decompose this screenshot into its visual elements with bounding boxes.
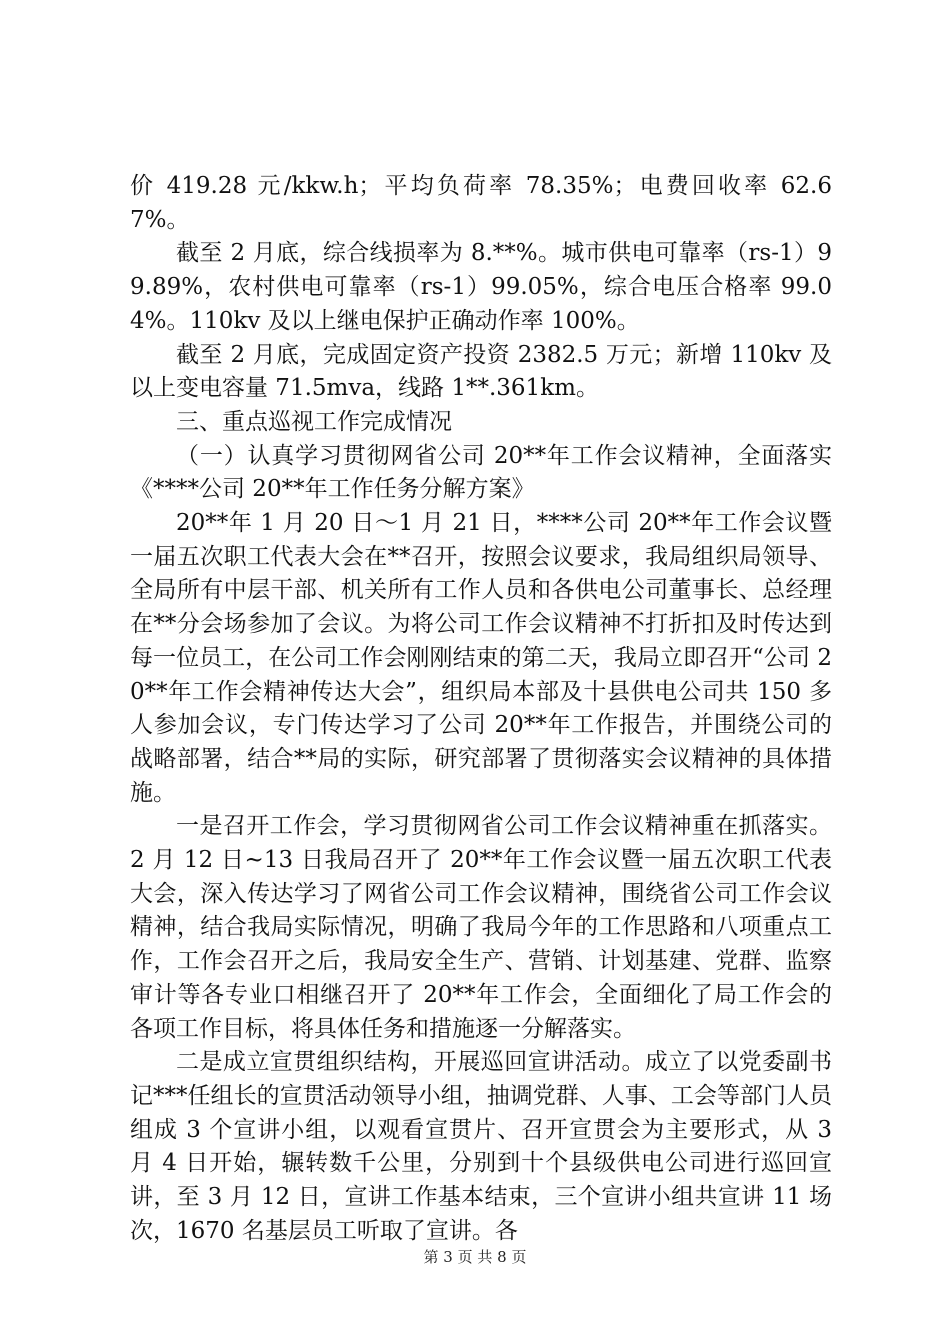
document-body — [130, 170, 832, 1249]
paragraph-point-two: 二是成立宣贯组织结构，开展巡回宣讲活动。成立了以党委副书记***任组长的宣贯活动领导小组，抽调党群、人事、工会等部门人员组成 3 个宣讲小组，以观看宣贯片、召开宣贯会为主要形式，从 3 月 4 日开始，辗转数千公里，分别到十个县级供电公司进行巡回宣讲，至 3 月 12 日，宣讲工作基本结束，三个宣讲小组共宣讲 11 场次，1670 名基层员工听取了宣讲。各 — [130, 1049, 832, 1244]
section-heading-3: 三、重点巡视工作完成情况 — [176, 408, 452, 435]
paragraph-point-one: 一是召开工作会，学习贯彻网省公司工作会议精神重在抓落实。2 月 12 日~13 日我局召开了 20**年工作会议暨一届五次职工代表大会，深入传达学习了网省公司工作会议精神，围绕省公司工作会议精神，结合我局实际情况，明确了我局今年的工作思路和八项重点工作，工作会召开之后，我局安全生产、营销、计划基建、党群、监察审计等各专业口相继召开了 20**年工作会，全面细化了局工作会的各项工作目标，将具体任务和措施逐一分解落实。 — [130, 813, 832, 1042]
paragraph-3: 截至 2 月底，完成固定资产投资 2382.5 万元；新增 110kv 及以上变电容量 71.5mva，线路 1**.361km。 — [130, 341, 832, 402]
subsection-heading-1: （一）认真学习贯彻网省公司 20**年工作会议精神，全面落实《****公司 20**年工作任务分解方案》 — [130, 442, 832, 503]
paragraph-2: 截至 2 月底，综合线损率为 8.**%。城市供电可靠率（rs-1）99.89%，农村供电可靠率（rs-1）99.05%，综合电压合格率 99.04%。110kv 及以上继电保护正确动作率 100%。 — [130, 240, 832, 334]
paragraph-meeting: 20**年 1 月 20 日～1 月 21 日，****公司 20**年工作会议暨一届五次职工代表大会在**召开，按照会议要求，我局组织局领导、全局所有中层干部、机关所有工作人员和各供电公司董事长、总经理在**分会场参加了会议。为将公司工作会议精神不打折扣及时传达到每一位员工，在公司工作会刚刚结束的第二天，我局立即召开“公司 20**年工作会精神传达大会”，组织局本部及十县供电公司共 150 多人参加会议，专门传达学习了公司 20**年工作报告，并围绕公司的战略部署，结合**局的实际，研究部署了贯彻落实会议精神的具体措施。 — [130, 510, 832, 806]
paragraph-1: 价 419.28 元/kkw.h；平均负荷率 78.35%；电费回收率 62.67%。 — [130, 173, 832, 233]
page-number-footer: 第 3 页 共 8 页 — [423, 1248, 527, 1266]
